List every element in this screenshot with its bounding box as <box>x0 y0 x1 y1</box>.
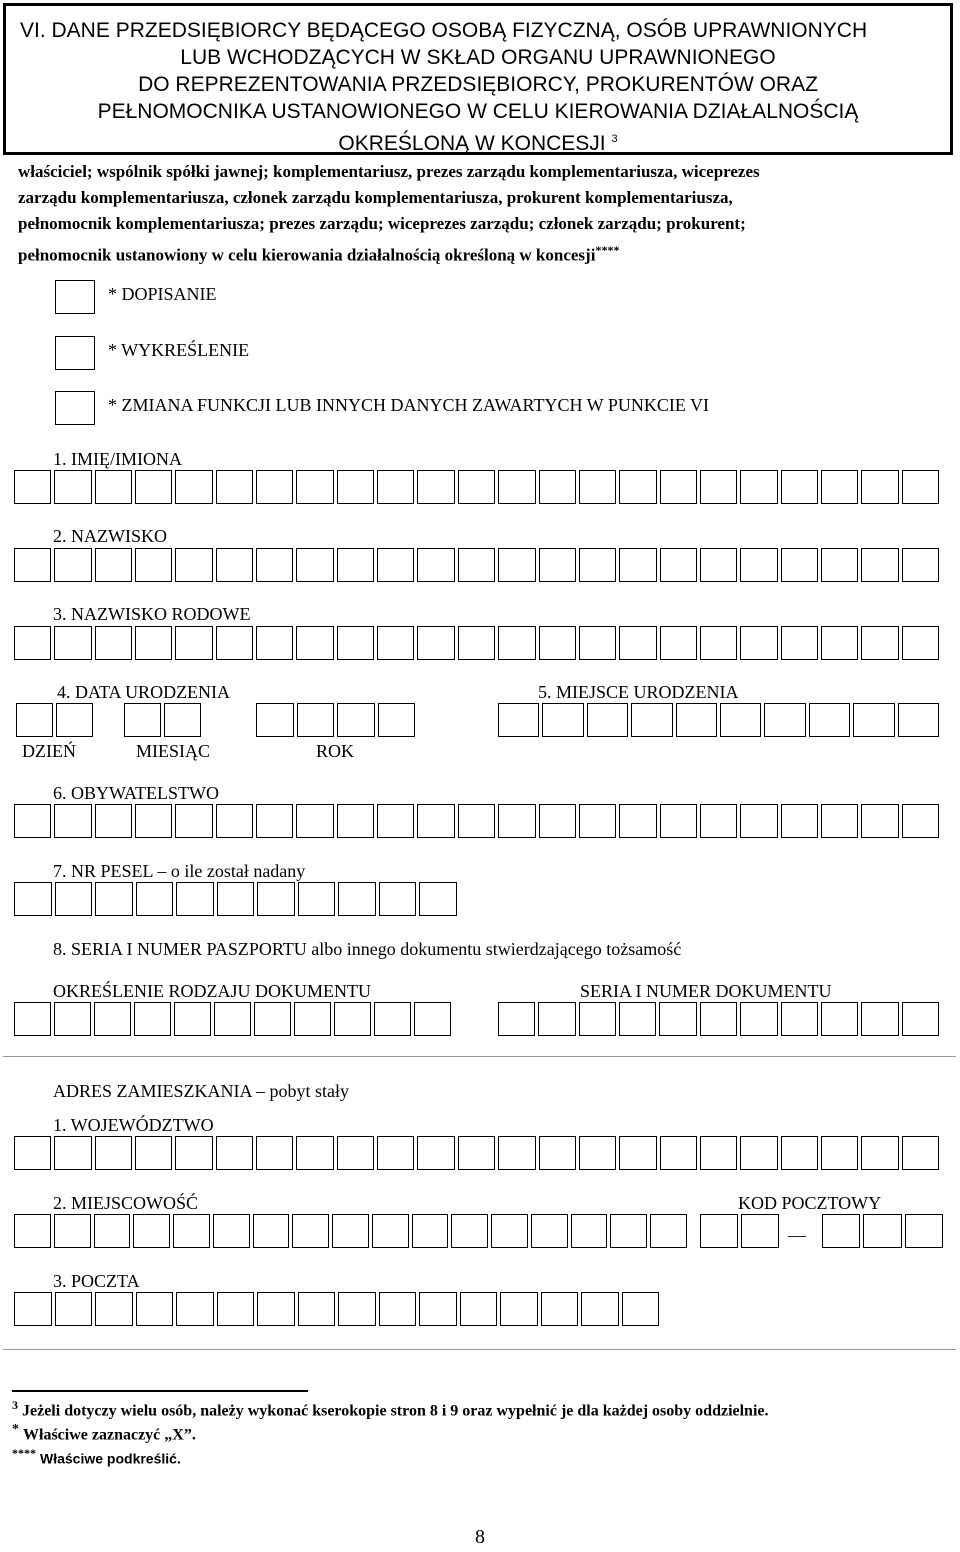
input-box[interactable] <box>539 804 576 838</box>
imiona-label: 1. IMIĘ/IMIONA <box>53 449 182 469</box>
input-box[interactable] <box>374 1002 411 1036</box>
input-box[interactable] <box>332 1214 369 1248</box>
input-box[interactable] <box>14 1292 52 1326</box>
input-box[interactable] <box>372 1214 409 1248</box>
input-box[interactable] <box>136 1292 174 1326</box>
input-box[interactable] <box>133 1214 170 1248</box>
input-box[interactable] <box>124 703 161 737</box>
intro-line-2: zarządu komplementariusza, członek zarządu komplementariusza, prokurent komplementariusza, <box>18 188 733 207</box>
input-box[interactable] <box>581 1292 619 1326</box>
input-box[interactable] <box>781 548 818 582</box>
input-box[interactable] <box>296 470 333 504</box>
input-box[interactable] <box>256 804 293 838</box>
input-box[interactable] <box>334 1002 371 1036</box>
input-box[interactable] <box>338 882 376 916</box>
adres-title: ADRES ZAMIESZKANIA – pobyt stały <box>53 1081 349 1101</box>
footnote-ref-3: 3 <box>611 133 618 145</box>
input-box[interactable] <box>458 470 495 504</box>
input-box[interactable] <box>216 548 253 582</box>
input-box[interactable] <box>740 548 777 582</box>
input-box[interactable] <box>498 804 535 838</box>
header-line-3: DO REPREZENTOWANIA PRZEDSIĘBIORCY, PROKURENTÓW ORAZ <box>138 73 818 96</box>
input-box[interactable] <box>650 1214 687 1248</box>
input-box[interactable] <box>298 882 336 916</box>
input-box[interactable] <box>579 548 616 582</box>
input-box[interactable] <box>257 882 295 916</box>
input-box[interactable] <box>498 470 535 504</box>
input-box[interactable] <box>379 882 417 916</box>
input-box[interactable] <box>491 1214 528 1248</box>
input-box[interactable] <box>216 626 253 660</box>
input-box[interactable] <box>135 548 172 582</box>
input-box[interactable] <box>14 1002 51 1036</box>
input-box[interactable] <box>579 470 616 504</box>
input-box[interactable] <box>822 1214 860 1248</box>
kod-pocztowy-label: KOD POCZTOWY <box>738 1193 882 1213</box>
input-box[interactable] <box>54 470 91 504</box>
poczta-label: 3. POCZTA <box>53 1271 140 1291</box>
input-box[interactable] <box>134 1002 171 1036</box>
input-box[interactable] <box>378 703 416 737</box>
data-urodzenia-label: 4. DATA URODZENIA <box>57 682 231 702</box>
footnote-star <box>12 1422 196 1444</box>
option-zmiana-label: * ZMIANA FUNKCJI LUB INNYCH DANYCH ZAWARTYCH W PUNKCIE VI <box>108 395 709 415</box>
input-box[interactable] <box>135 804 172 838</box>
input-box[interactable] <box>539 1136 576 1170</box>
input-box[interactable] <box>861 1136 898 1170</box>
input-box[interactable] <box>257 1292 295 1326</box>
input-box[interactable] <box>498 548 535 582</box>
intro-marker: **** <box>595 243 620 257</box>
input-box[interactable] <box>905 1214 943 1248</box>
input-box[interactable] <box>902 548 939 582</box>
input-box[interactable] <box>54 626 91 660</box>
input-box[interactable] <box>902 1136 939 1170</box>
input-box[interactable] <box>254 1002 291 1036</box>
input-box[interactable] <box>741 1214 779 1248</box>
input-box[interactable] <box>214 1002 251 1036</box>
nazwisko-label: 2. NAZWISKO <box>53 526 167 546</box>
input-box[interactable] <box>500 1292 538 1326</box>
input-box[interactable] <box>175 1136 212 1170</box>
header-line-2: LUB WCHODZĄCYCH W SKŁAD ORGANU UPRAWNIONEGO <box>180 46 776 69</box>
intro-line-3: pełnomocnik komplementariusza; prezes zarządu; wiceprezes zarządu; członek zarządu; prokurent; <box>18 214 746 233</box>
input-box[interactable] <box>700 548 737 582</box>
input-box[interactable] <box>95 882 133 916</box>
input-box[interactable] <box>458 548 495 582</box>
input-box[interactable] <box>296 548 333 582</box>
input-box[interactable] <box>292 1214 329 1248</box>
input-box[interactable] <box>821 804 858 838</box>
input-box[interactable] <box>136 882 174 916</box>
input-box[interactable] <box>458 804 495 838</box>
input-box[interactable] <box>337 1136 374 1170</box>
input-box[interactable] <box>56 703 93 737</box>
input-box[interactable] <box>94 1214 131 1248</box>
input-box[interactable] <box>619 1136 656 1170</box>
section-divider <box>3 1056 956 1057</box>
input-box[interactable] <box>175 470 212 504</box>
input-box[interactable] <box>451 1214 488 1248</box>
input-box[interactable] <box>498 626 535 660</box>
input-box[interactable] <box>619 804 656 838</box>
option-wykreslenie-label: * WYKREŚLENIE <box>108 340 250 360</box>
input-box[interactable] <box>176 1292 214 1326</box>
input-box[interactable] <box>419 1292 457 1326</box>
input-box[interactable] <box>740 1136 777 1170</box>
intro-line-1: właściciel; wspólnik spółki jawnej; komplementariusz, prezes zarządu komplementariusza, wiceprezes <box>18 162 760 181</box>
input-box[interactable] <box>861 548 898 582</box>
input-box[interactable] <box>619 548 656 582</box>
input-box[interactable] <box>821 470 858 504</box>
input-box[interactable] <box>700 1136 737 1170</box>
input-box[interactable] <box>164 703 201 737</box>
footnote-3-text: Jeżeli dotyczy wielu osób, należy wykonać kserokopie stron 8 i 9 oraz wypełnić je dla każdej osoby oddzielnie. <box>22 1402 769 1420</box>
input-box[interactable] <box>539 470 576 504</box>
checkbox-wykreslenie[interactable] <box>55 336 95 370</box>
input-box[interactable] <box>460 1292 498 1326</box>
input-box[interactable] <box>417 548 454 582</box>
input-box[interactable] <box>412 1214 449 1248</box>
input-box[interactable] <box>417 470 454 504</box>
input-box[interactable] <box>700 1002 737 1036</box>
input-box[interactable] <box>256 470 293 504</box>
input-box[interactable] <box>217 1292 255 1326</box>
input-box[interactable] <box>660 1136 697 1170</box>
footnote-3 <box>12 1398 769 1420</box>
dzien-label: DZIEŃ <box>22 741 76 761</box>
input-box[interactable] <box>256 626 293 660</box>
input-box[interactable] <box>213 1214 250 1248</box>
input-box[interactable] <box>740 804 777 838</box>
input-box[interactable] <box>377 470 414 504</box>
input-box[interactable] <box>14 882 52 916</box>
section-header <box>3 3 953 155</box>
input-box[interactable] <box>861 626 898 660</box>
input-box[interactable] <box>809 703 850 737</box>
footnote-3-mark: 3 <box>12 1398 18 1412</box>
miejscowosc-label: 2. MIEJSCOWOŚĆ <box>53 1193 199 1213</box>
footnote-4star <box>12 1446 181 1468</box>
input-box[interactable] <box>781 470 818 504</box>
input-box[interactable] <box>861 804 898 838</box>
seria-numer-label: SERIA I NUMER DOKUMENTU <box>580 981 832 1001</box>
input-box[interactable] <box>740 1002 777 1036</box>
rok-label: ROK <box>316 741 355 761</box>
input-box[interactable] <box>579 1136 616 1170</box>
input-box[interactable] <box>54 548 91 582</box>
input-box[interactable] <box>902 470 939 504</box>
input-box[interactable] <box>659 1002 696 1036</box>
input-box[interactable] <box>337 703 375 737</box>
input-box[interactable] <box>458 1136 495 1170</box>
input-box[interactable] <box>216 470 253 504</box>
input-box[interactable] <box>337 470 374 504</box>
header-line-5: OKREŚLONĄ W KONCESJI $^3$ <box>338 132 618 155</box>
input-box[interactable] <box>14 548 51 582</box>
input-box[interactable] <box>740 470 777 504</box>
input-box[interactable] <box>338 1292 376 1326</box>
input-box[interactable] <box>175 626 212 660</box>
input-box[interactable] <box>821 1002 858 1036</box>
input-box[interactable] <box>660 470 697 504</box>
input-box[interactable] <box>95 804 132 838</box>
input-box[interactable] <box>176 882 214 916</box>
input-box[interactable] <box>296 1136 333 1170</box>
input-box[interactable] <box>676 703 717 737</box>
input-box[interactable] <box>14 804 51 838</box>
input-box[interactable] <box>821 626 858 660</box>
input-box[interactable] <box>610 1214 647 1248</box>
input-box[interactable] <box>337 548 374 582</box>
input-box[interactable] <box>619 1002 656 1036</box>
input-box[interactable] <box>256 548 293 582</box>
input-box[interactable] <box>135 626 172 660</box>
input-box[interactable] <box>542 703 583 737</box>
input-box[interactable] <box>173 1214 210 1248</box>
input-box[interactable] <box>531 1214 568 1248</box>
input-box[interactable] <box>256 703 294 737</box>
input-box[interactable] <box>377 626 414 660</box>
checkbox-dopisanie[interactable] <box>55 280 95 314</box>
input-box[interactable] <box>296 626 333 660</box>
option-dopisanie-label: * DOPISANIE <box>108 284 217 304</box>
rodzaj-dokumentu-label: OKREŚLENIE RODZAJU DOKUMENTU <box>53 981 371 1001</box>
input-box[interactable] <box>337 626 374 660</box>
nazwisko-rodowe-label: 3. NAZWISKO RODOWE <box>53 604 251 624</box>
input-box[interactable] <box>14 1214 51 1248</box>
input-box[interactable] <box>861 470 898 504</box>
input-box[interactable] <box>579 804 616 838</box>
input-box[interactable] <box>579 626 616 660</box>
input-box[interactable] <box>216 1136 253 1170</box>
input-box[interactable] <box>419 882 457 916</box>
input-box[interactable] <box>587 703 628 737</box>
input-box[interactable] <box>417 804 454 838</box>
input-box[interactable] <box>902 804 939 838</box>
kod-dash: — <box>788 1225 806 1245</box>
input-box[interactable] <box>14 470 51 504</box>
input-box[interactable] <box>54 1002 91 1036</box>
input-box[interactable] <box>898 703 939 737</box>
input-box[interactable] <box>95 1292 133 1326</box>
input-box[interactable] <box>660 548 697 582</box>
input-box[interactable] <box>700 804 737 838</box>
footnote-4star-text: Właściwe podkreślić. <box>40 1450 181 1467</box>
input-box[interactable] <box>297 703 335 737</box>
footnote-star-text: Właściwe zaznaczyć „X”. <box>23 1426 196 1444</box>
header-line-4: PEŁNOMOCNIKA USTANOWIONEGO W CELU KIEROWANIA DZIAŁALNOŚCIĄ <box>97 100 859 123</box>
input-box[interactable] <box>498 1002 535 1036</box>
input-box[interactable] <box>217 882 255 916</box>
input-box[interactable] <box>700 470 737 504</box>
input-box[interactable] <box>740 626 777 660</box>
input-box[interactable] <box>781 626 818 660</box>
intro-line-4: pełnomocnik ustanowiony w celu kierowania działalnością określoną w koncesji**** <box>18 243 620 265</box>
input-box[interactable] <box>253 1214 290 1248</box>
input-box[interactable] <box>94 1002 131 1036</box>
input-box[interactable] <box>541 1292 579 1326</box>
input-box[interactable] <box>660 804 697 838</box>
input-box[interactable] <box>174 1002 211 1036</box>
input-box[interactable] <box>54 1136 91 1170</box>
miejsce-urodzenia-label: 5. MIEJSCE URODZENIA <box>538 682 739 702</box>
input-box[interactable] <box>414 1002 451 1036</box>
input-box[interactable] <box>95 470 132 504</box>
input-box[interactable] <box>377 1136 414 1170</box>
input-box[interactable] <box>14 626 51 660</box>
input-box[interactable] <box>298 1292 336 1326</box>
input-box[interactable] <box>55 882 93 916</box>
input-box[interactable] <box>498 703 539 737</box>
input-box[interactable] <box>861 1002 898 1036</box>
input-box[interactable] <box>619 626 656 660</box>
input-box[interactable] <box>54 1214 91 1248</box>
input-box[interactable] <box>821 548 858 582</box>
input-box[interactable] <box>256 1136 293 1170</box>
input-box[interactable] <box>781 804 818 838</box>
pesel-label: 7. NR PESEL – o ile został nadany <box>53 861 306 881</box>
input-box[interactable] <box>175 804 212 838</box>
input-box[interactable] <box>377 548 414 582</box>
obywatelstwo-label: 6. OBYWATELSTWO <box>53 783 219 803</box>
input-box[interactable] <box>16 703 53 737</box>
input-box[interactable] <box>853 703 894 737</box>
input-box[interactable] <box>622 1292 660 1326</box>
input-box[interactable] <box>539 626 576 660</box>
input-box[interactable] <box>95 548 132 582</box>
input-box[interactable] <box>417 626 454 660</box>
input-box[interactable] <box>294 1002 331 1036</box>
bottom-divider <box>3 1349 956 1350</box>
input-box[interactable] <box>54 804 91 838</box>
paszport-label: 8. SERIA I NUMER PASZPORTU albo innego dokumentu stwierdzającego tożsamość <box>53 939 682 959</box>
input-box[interactable] <box>95 626 132 660</box>
input-box[interactable] <box>579 1002 616 1036</box>
input-box[interactable] <box>660 626 697 660</box>
input-box[interactable] <box>417 1136 454 1170</box>
input-box[interactable] <box>700 1214 738 1248</box>
input-box[interactable] <box>781 1136 818 1170</box>
input-box[interactable] <box>337 804 374 838</box>
footnote-star-mark: * <box>12 1422 19 1437</box>
input-box[interactable] <box>14 1136 51 1170</box>
input-box[interactable] <box>539 548 576 582</box>
input-box[interactable] <box>55 1292 93 1326</box>
input-box[interactable] <box>538 1002 575 1036</box>
footnote-4star-mark: **** <box>12 1446 36 1460</box>
wojewodztwo-label: 1. WOJEWÓDZTWO <box>53 1115 214 1135</box>
input-box[interactable] <box>631 703 672 737</box>
input-box[interactable] <box>700 626 737 660</box>
header-line-1: VI. DANE PRZEDSIĘBIORCY BĘDĄCEGO OSOBĄ FIZYCZNĄ, OSÓB UPRAWNIONYCH <box>20 19 868 42</box>
input-box[interactable] <box>458 626 495 660</box>
input-box[interactable] <box>720 703 761 737</box>
footnote-rule <box>12 1390 308 1392</box>
input-box[interactable] <box>135 470 172 504</box>
input-box[interactable] <box>296 804 333 838</box>
input-box[interactable] <box>619 470 656 504</box>
input-box[interactable] <box>863 1214 901 1248</box>
input-box[interactable] <box>764 703 805 737</box>
input-box[interactable] <box>95 1136 132 1170</box>
page-number: 8 <box>475 1526 485 1548</box>
input-box[interactable] <box>498 1136 535 1170</box>
input-box[interactable] <box>377 804 414 838</box>
input-box[interactable] <box>902 1002 939 1036</box>
input-box[interactable] <box>175 548 212 582</box>
input-box[interactable] <box>571 1214 608 1248</box>
input-box[interactable] <box>135 1136 172 1170</box>
input-box[interactable] <box>902 626 939 660</box>
input-box[interactable] <box>781 1002 818 1036</box>
input-box[interactable] <box>216 804 253 838</box>
checkbox-zmiana[interactable] <box>55 391 95 425</box>
input-box[interactable] <box>821 1136 858 1170</box>
miesiac-label: MIESIĄC <box>136 741 211 761</box>
input-box[interactable] <box>379 1292 417 1326</box>
